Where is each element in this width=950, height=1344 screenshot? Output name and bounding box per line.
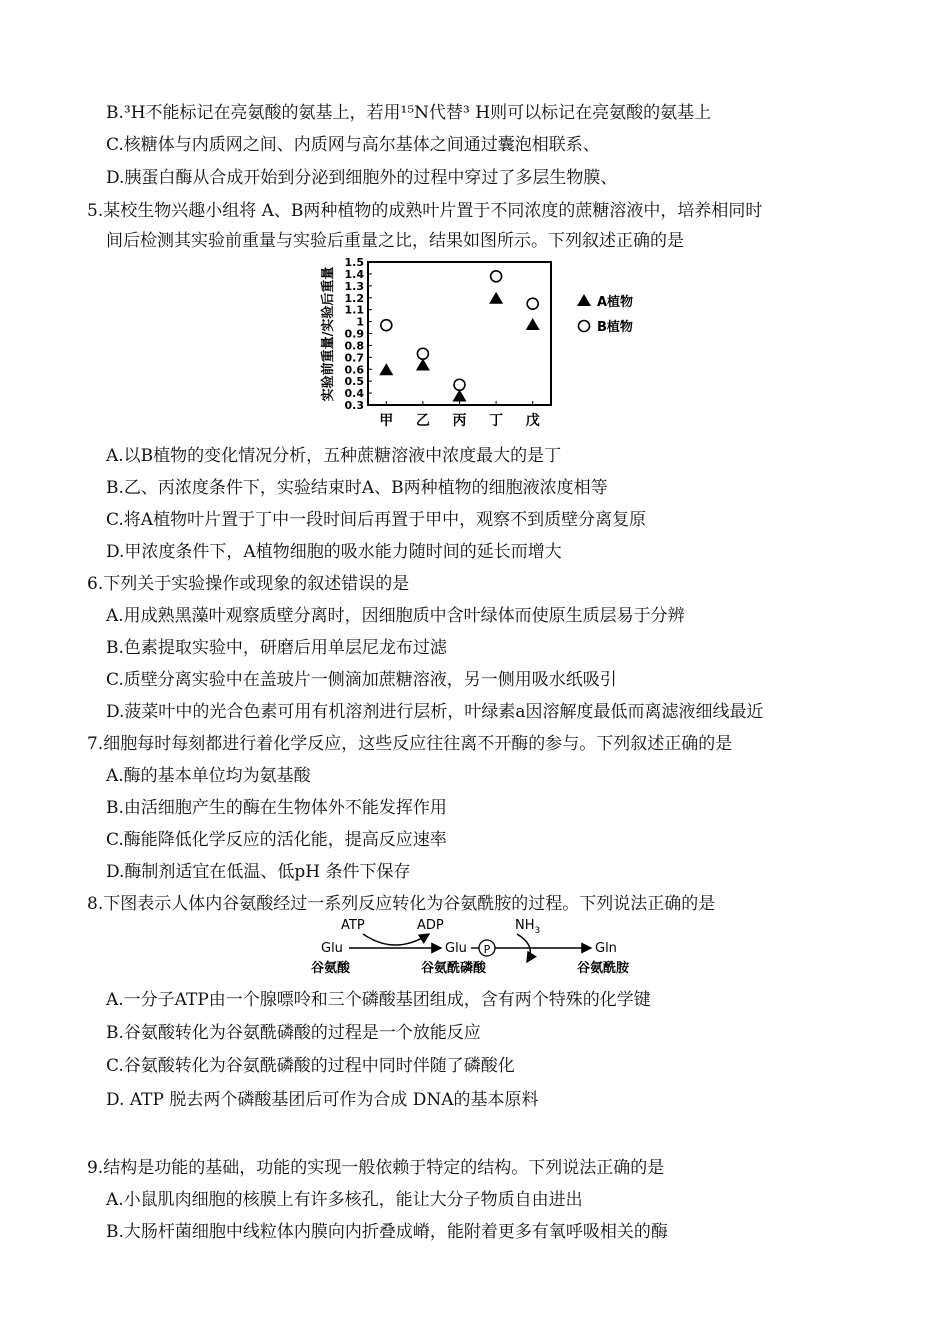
q9-option-b: B.大肠杆菌细胞中线粒体内膜向内折叠成嵴，能附着更多有氧呼吸相关的酶 bbox=[106, 1222, 668, 1242]
x-category-label: 丁 bbox=[489, 413, 504, 429]
gln-name: 谷氨酰胺 bbox=[577, 961, 630, 976]
q5-option-a: A.以B植物的变化情况分析，五种蔗糖溶液中浓度最大的是丁 bbox=[106, 446, 562, 466]
q6-option-b: B.色素提取实验中，研磨后用单层尼龙布过滤 bbox=[106, 638, 447, 658]
y-tick-label: 0.9 bbox=[344, 327, 364, 341]
point-a-plant bbox=[379, 363, 393, 375]
q4-option-b: B.³H不能标记在亮氨酸的氨基上，若用¹⁵N代替³ H则可以标记在亮氨酸的氨基上 bbox=[106, 103, 712, 123]
q7-option-b: B.由活细胞产生的酶在生物体外不能发挥作用 bbox=[106, 798, 447, 818]
point-a-plant bbox=[453, 389, 467, 401]
q6-stem: 6.下列关于实验操作或现象的叙述错误的是 bbox=[87, 574, 410, 594]
q5-stem-line2: 间后检测其实验前重量与实验后重量之比，结果如图所示。下列叙述正确的是 bbox=[106, 231, 684, 251]
y-tick-label: 1.1 bbox=[344, 303, 364, 317]
legend-circle-marker bbox=[579, 321, 590, 332]
q5-chart bbox=[318, 252, 648, 432]
legend-label-a: A植物 bbox=[597, 295, 634, 310]
y-tick-label: 1.5 bbox=[344, 256, 364, 269]
q9-stem: 9.结构是功能的基础，功能的实现一般依赖于特定的结构。下列说法正确的是 bbox=[87, 1158, 665, 1178]
q8-option-c: C.谷氨酸转化为谷氨酰磷酸的过程中同时伴随了磷酸化 bbox=[106, 1056, 515, 1076]
q4-option-d: D.胰蛋白酶从合成开始到分泌到细胞外的过程中穿过了多层生物膜、 bbox=[106, 168, 618, 188]
point-a-plant bbox=[526, 318, 540, 330]
y-tick-label: 0.7 bbox=[344, 351, 364, 365]
y-tick-label: 1.4 bbox=[344, 267, 364, 281]
q8-reaction-diagram bbox=[305, 912, 655, 978]
q7-option-a: A.酶的基本单位均为氨基酸 bbox=[106, 766, 311, 786]
point-b-plant bbox=[527, 298, 538, 309]
y-tick-label: 0.5 bbox=[344, 375, 364, 389]
q8-option-a: A.一分子ATP由一个腺嘌呤和三个磷酸基团组成，含有两个特殊的化学键 bbox=[106, 990, 651, 1010]
adp-label: ADP bbox=[417, 918, 444, 933]
point-b-plant bbox=[454, 379, 465, 390]
phosphate-p: P bbox=[483, 943, 491, 956]
point-b-plant bbox=[491, 271, 502, 282]
y-tick-label: 0.4 bbox=[344, 387, 364, 401]
y-tick-label: 1.3 bbox=[344, 279, 364, 293]
q9-option-a: A.小鼠肌肉细胞的核膜上有许多核孔，能让大分子物质自由进出 bbox=[106, 1190, 583, 1210]
q6-option-c: C.质壁分离实验中在盖玻片一侧滴加蔗糖溶液，另一侧用吸水纸吸引 bbox=[106, 670, 617, 690]
q5-option-b: B.乙、丙浓度条件下，实验结束时A、B两种植物的细胞液浓度相等 bbox=[106, 478, 608, 498]
q7-option-d: D.酶制剂适宜在低温、低pH 条件下保存 bbox=[106, 862, 411, 882]
y-tick-label: 0.6 bbox=[344, 363, 364, 377]
chart-legend bbox=[577, 294, 633, 335]
point-a-plant bbox=[489, 292, 503, 304]
q7-option-c: C.酶能降低化学反应的活化能，提高反应速率 bbox=[106, 830, 447, 850]
glu-formula: Glu bbox=[321, 941, 343, 956]
q6-option-a: A.用成熟黑藻叶观察质壁分离时，因细胞质中含叶绿体而使原生质层易于分辨 bbox=[106, 606, 685, 626]
q8-stem: 8.下图表示人体内谷氨酸经过一系列反应转化为谷氨酰胺的过程。下列说法正确的是 bbox=[87, 894, 716, 914]
x-category-label: 甲 bbox=[379, 413, 394, 429]
point-a-plant bbox=[416, 358, 430, 370]
y-tick-label: 1.2 bbox=[344, 291, 364, 305]
q8-option-b: B.谷氨酸转化为谷氨酰磷酸的过程是一个放能反应 bbox=[106, 1023, 481, 1043]
q8-option-d: D. ATP 脱去两个磷酸基团后可作为合成 DNA的基本原料 bbox=[106, 1090, 539, 1110]
q4-option-c: C.核糖体与内质网之间、内质网与高尔基体之间通过囊泡相联系、 bbox=[106, 135, 600, 155]
chart-ylabel: 实验前重量/实验后重量 bbox=[321, 266, 336, 402]
atp-to-adp-arrow bbox=[363, 934, 429, 945]
point-b-plant bbox=[417, 348, 428, 359]
glu-p-name: 谷氨酰磷酸 bbox=[421, 961, 487, 976]
x-category-label: 乙 bbox=[415, 413, 430, 429]
nh3-label: $NH_3$ bbox=[515, 918, 541, 936]
q5-option-c: C.将A植物叶片置于丁中一段时间后再置于甲中，观察不到质壁分离复原 bbox=[106, 510, 647, 530]
legend-label-b: B植物 bbox=[597, 320, 633, 335]
q5-stem-line1: 5.某校生物兴趣小组将 A、B两种植物的成熟叶片置于不同浓度的蔗糖溶液中，培养相同时 bbox=[87, 201, 763, 221]
gln-formula: Gln bbox=[595, 941, 617, 956]
glu-name: 谷氨酸 bbox=[311, 961, 351, 976]
q7-stem: 7.细胞每时每刻都进行着化学反应，这些反应往往离不开酶的参与。下列叙述正确的是 bbox=[87, 734, 733, 754]
y-tick-label: 0.8 bbox=[344, 339, 364, 353]
q6-option-d: D.菠菜叶中的光合色素可用有机溶剂进行层析，叶绿素a因溶解度最低而离滤液细线最近 bbox=[106, 702, 764, 722]
legend-triangle-marker bbox=[577, 294, 591, 306]
glu-p-formula: Glu bbox=[445, 941, 467, 956]
x-category-label: 丙 bbox=[452, 413, 467, 429]
y-tick-label: 0.3 bbox=[344, 399, 364, 412]
x-category-label: 戊 bbox=[525, 413, 540, 429]
point-b-plant bbox=[381, 320, 392, 331]
atp-label: ATP bbox=[341, 918, 365, 933]
q5-option-d: D.甲浓度条件下，A植物细胞的吸水能力随时间的延长而增大 bbox=[106, 542, 562, 562]
nh3-subscript: 3 bbox=[534, 926, 541, 936]
y-tick-label: 1 bbox=[356, 315, 364, 329]
